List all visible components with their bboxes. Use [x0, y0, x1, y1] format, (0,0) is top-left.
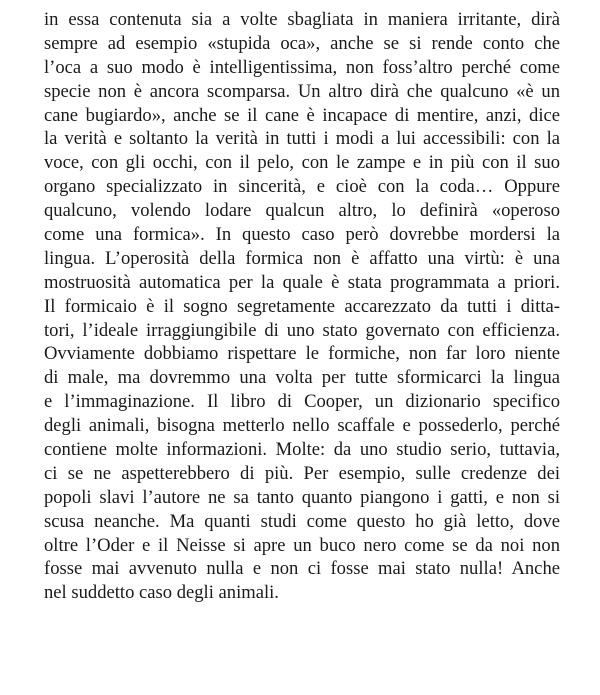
text-line: nel suddetto caso degli animali. [44, 582, 279, 604]
text-line: qualcuno, volendo lodare qualcun altro, lo definirà «operoso [44, 200, 560, 222]
text-line: e l’immaginazione. Il libro di Cooper, un dizionario specifico [44, 391, 560, 413]
text-line: oltre l’Oder e il Neisse si apre un buco nero come se da noi non [44, 534, 560, 556]
text-line: tori, l’ideale irraggiungibile di uno stato governato con efficienza. [44, 319, 560, 341]
text-line: contiene molte informazioni. Molte: da uno studio serio, tuttavia, [44, 439, 560, 461]
document-page [44, 8, 560, 605]
text-line: fosse mai avvenuto nulla e non ci fosse mai stato nulla! Anche [44, 558, 560, 580]
text-line: specie non è ancora scomparsa. Un altro dirà che qualcuno «è un [44, 80, 560, 102]
text-line: la verità e soltanto la verità in tutti i modi a lui accessibili: con la [44, 128, 560, 150]
text-line: mostruosità automatica per la quale è stata programmata a priori. [44, 271, 560, 293]
text-line: Ovviamente dobbiamo rispettare le formiche, non far loro niente [44, 343, 560, 365]
text-line: voce, con gli occhi, con il pelo, con le zampe e in più con il suo [44, 152, 560, 174]
text-line: lingua. L’operosità della formica non è affatto una virtù: è una [44, 247, 560, 269]
text-line: in essa contenuta sia a volte sbagliata in maniera irritante, dirà [44, 9, 560, 30]
text-line: Il formicaio è il sogno segretamente accarezzato da tutti i ditta- [44, 295, 560, 317]
text-line: cane bugiardo», anche se il cane è incapace di mentire, anzi, dice [44, 104, 560, 126]
text-line: di male, ma dovremmo una volta per tutte sformicarci la lingua [44, 367, 560, 389]
text-line: come una formica». In questo caso però dovrebbe mordersi la [44, 224, 560, 246]
text-line: popoli slavi l’autore ne sa tanto quanto piangono i gatti, e non si [44, 486, 560, 508]
text-line: l’oca a suo modo è intelligentissima, non foss’altro perché come [44, 56, 560, 78]
text-line: ci se ne aspetterebbero di più. Per esempio, sulle credenze dei [44, 462, 560, 484]
text-line: organo specializzato in sincerità, e cioè con la coda… Oppure [44, 176, 560, 198]
text-line: scusa neanche. Ma quanti studi come questo ho già letto, dove [44, 510, 560, 532]
text-line: sempre ad esempio «stupida oca», anche se si rende conto che [44, 32, 560, 54]
text-line: degli animali, bisogna metterlo nello scaffale e possederlo, perché [44, 415, 560, 437]
